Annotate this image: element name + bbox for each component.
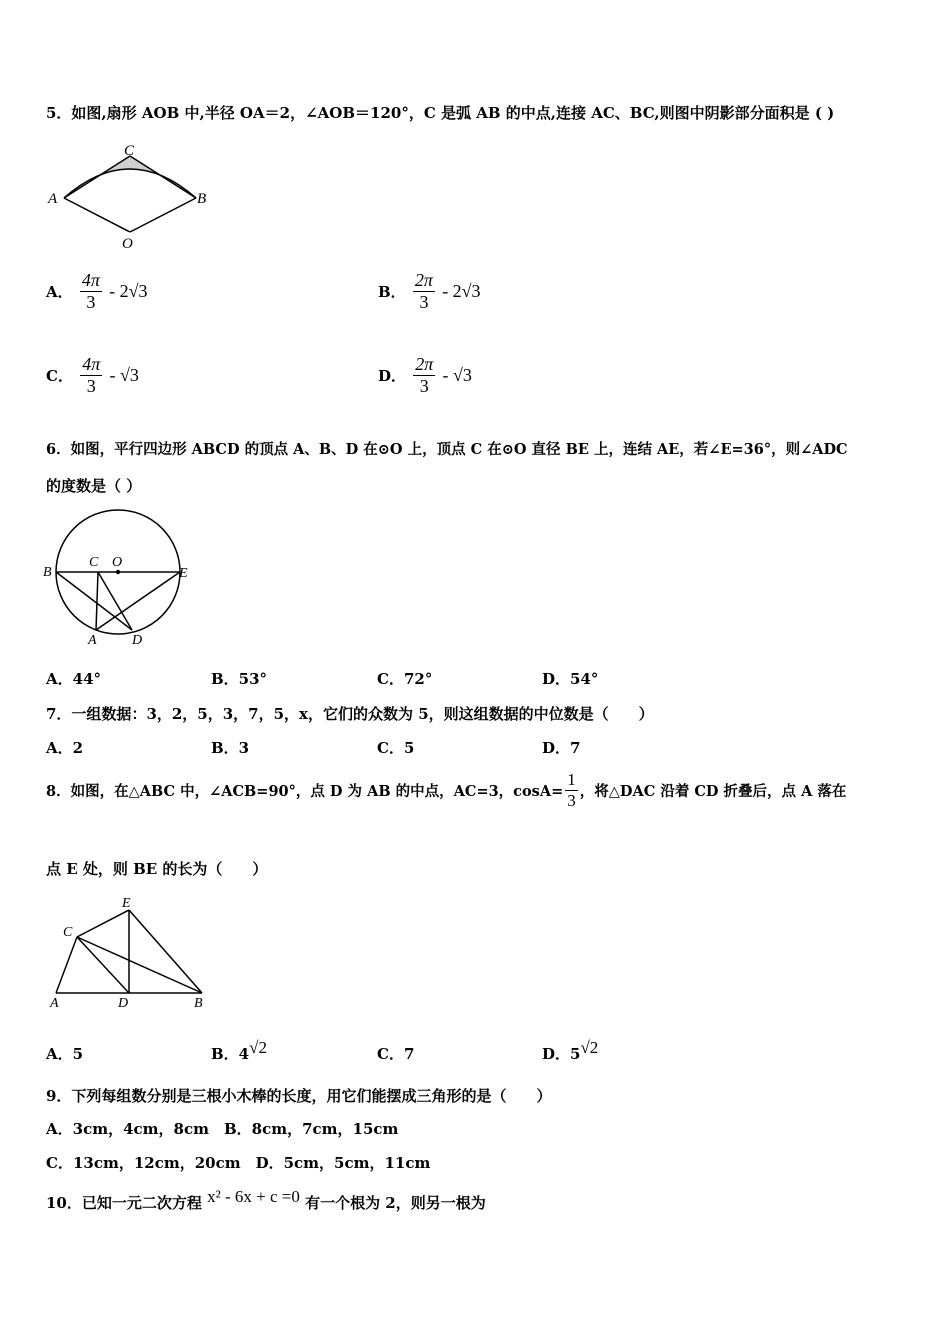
q7-option-c: C．5 (377, 739, 415, 757)
q5-segment-ao (64, 198, 130, 232)
q5-figure (44, 140, 214, 252)
q6-option-d: D．54° (542, 670, 599, 688)
q7-text: 7．一组数据：3，2，5，3，7，5，x，它们的众数为 5，则这组数据的中位数是（ ） (46, 705, 654, 723)
q8-label-c: C (63, 925, 73, 940)
q5-label-c: C (124, 143, 135, 159)
q5-label-o: O (122, 236, 133, 252)
q8-segment-ac (56, 937, 77, 993)
q5-shaded-region (64, 156, 196, 198)
q8-label-a: A (50, 996, 59, 1011)
q6-label-d: D (132, 633, 143, 648)
q10-equation: x² - 6x + c =0 (207, 1187, 300, 1206)
q5-option-c: C． $\frac{4\pi}{3}$ - √3 (46, 354, 139, 396)
q8-option-a: A．5 (46, 1045, 84, 1063)
q6-label-c: C (89, 555, 99, 570)
q6-center-dot (116, 570, 120, 574)
q8-label-d: D (118, 996, 129, 1011)
q5-label-b: B (197, 191, 207, 207)
q6-label-e: E (179, 566, 188, 581)
q5-label-a: A (48, 191, 58, 207)
q5-segment-ob (130, 198, 196, 232)
q5-option-a: A． $\frac{4\pi}{3}$ - 2√3 (46, 270, 148, 312)
q8-segment-cb (77, 937, 202, 993)
q6-option-b: B．53° (211, 670, 268, 688)
q8-figure (44, 890, 214, 1012)
q8-text-line2: 点 E 处，则 BE 的长为（ ） (46, 860, 268, 878)
q6-option-c: C．72° (377, 670, 433, 688)
q7-option-d: D．7 (542, 739, 581, 757)
q8-label-e: E (122, 896, 131, 911)
q5-arc-ab (64, 169, 196, 198)
q9-options-row1: A．3cm，4cm，8cm B．8cm，7cm，15cm (46, 1120, 399, 1138)
q6-label-o: O (112, 555, 123, 570)
q5-option-d: D． $\frac{2\pi}{3}$ - √3 (378, 354, 472, 396)
q6-label-a: A (88, 633, 97, 648)
q6-segment-cd (98, 572, 132, 630)
q6-figure (40, 505, 200, 655)
q8-segment-eb (129, 910, 202, 993)
q10-text: 10．已知一元二次方程 x² - 6x + c =0 有一个根为 2，则另一根为 (46, 1187, 486, 1212)
q6-text-line1: 6．如图，平行四边形 ABCD 的顶点 A、B、D 在⊙O 上，顶点 C 在⊙O 直径 BE 上，连结 AE，若∠E=36°，则∠ADC (46, 441, 848, 458)
q7-option-a: A．2 (46, 739, 84, 757)
q6-segment-ae (96, 572, 180, 630)
q6-text-line2: 的度数是（ ） (46, 477, 142, 495)
q7-option-b: B．3 (211, 739, 250, 757)
q6-segment-ca (96, 572, 98, 630)
q8-segment-ce (77, 910, 129, 937)
q8-option-d: D．$5^{√2}$ (542, 1038, 599, 1063)
q5-segment-ac (64, 156, 130, 198)
q9-text: 9．下列每组数分别是三根小木棒的长度，用它们能摆成三角形的是（ ） (46, 1087, 552, 1105)
q6-segment-bd (56, 572, 132, 630)
q6-option-a: A．44° (46, 670, 102, 688)
q6-label-b: B (43, 565, 52, 580)
q8-option-b: B．$4^{√2}$ (211, 1038, 267, 1063)
q8-label-b: B (194, 996, 203, 1011)
q8-segment-cd (77, 937, 129, 993)
q5-text: 5．如图,扇形 AOB 中,半径 OA＝2，∠AOB＝120°，C 是弧 AB 的中点,连接 AC、BC,则图中阴影部分面积是 ( ) (46, 104, 835, 122)
q5-segment-cb (130, 156, 196, 198)
q8-text-line1: 8．如图，在△ABC 中，∠ACB=90°，点 D 为 AB 的中点，AC=3，cosA= $\frac{1}{3}$ ，将△DAC 沿着 CD 折叠后，点 A 落在 (46, 770, 847, 810)
q9-options-row2: C．13cm，12cm，20cm D．5cm，5cm，11cm (46, 1154, 431, 1172)
q8-option-c: C．7 (377, 1045, 415, 1063)
q5-option-b: B． $\frac{2\pi}{3}$ - 2√3 (378, 270, 481, 312)
